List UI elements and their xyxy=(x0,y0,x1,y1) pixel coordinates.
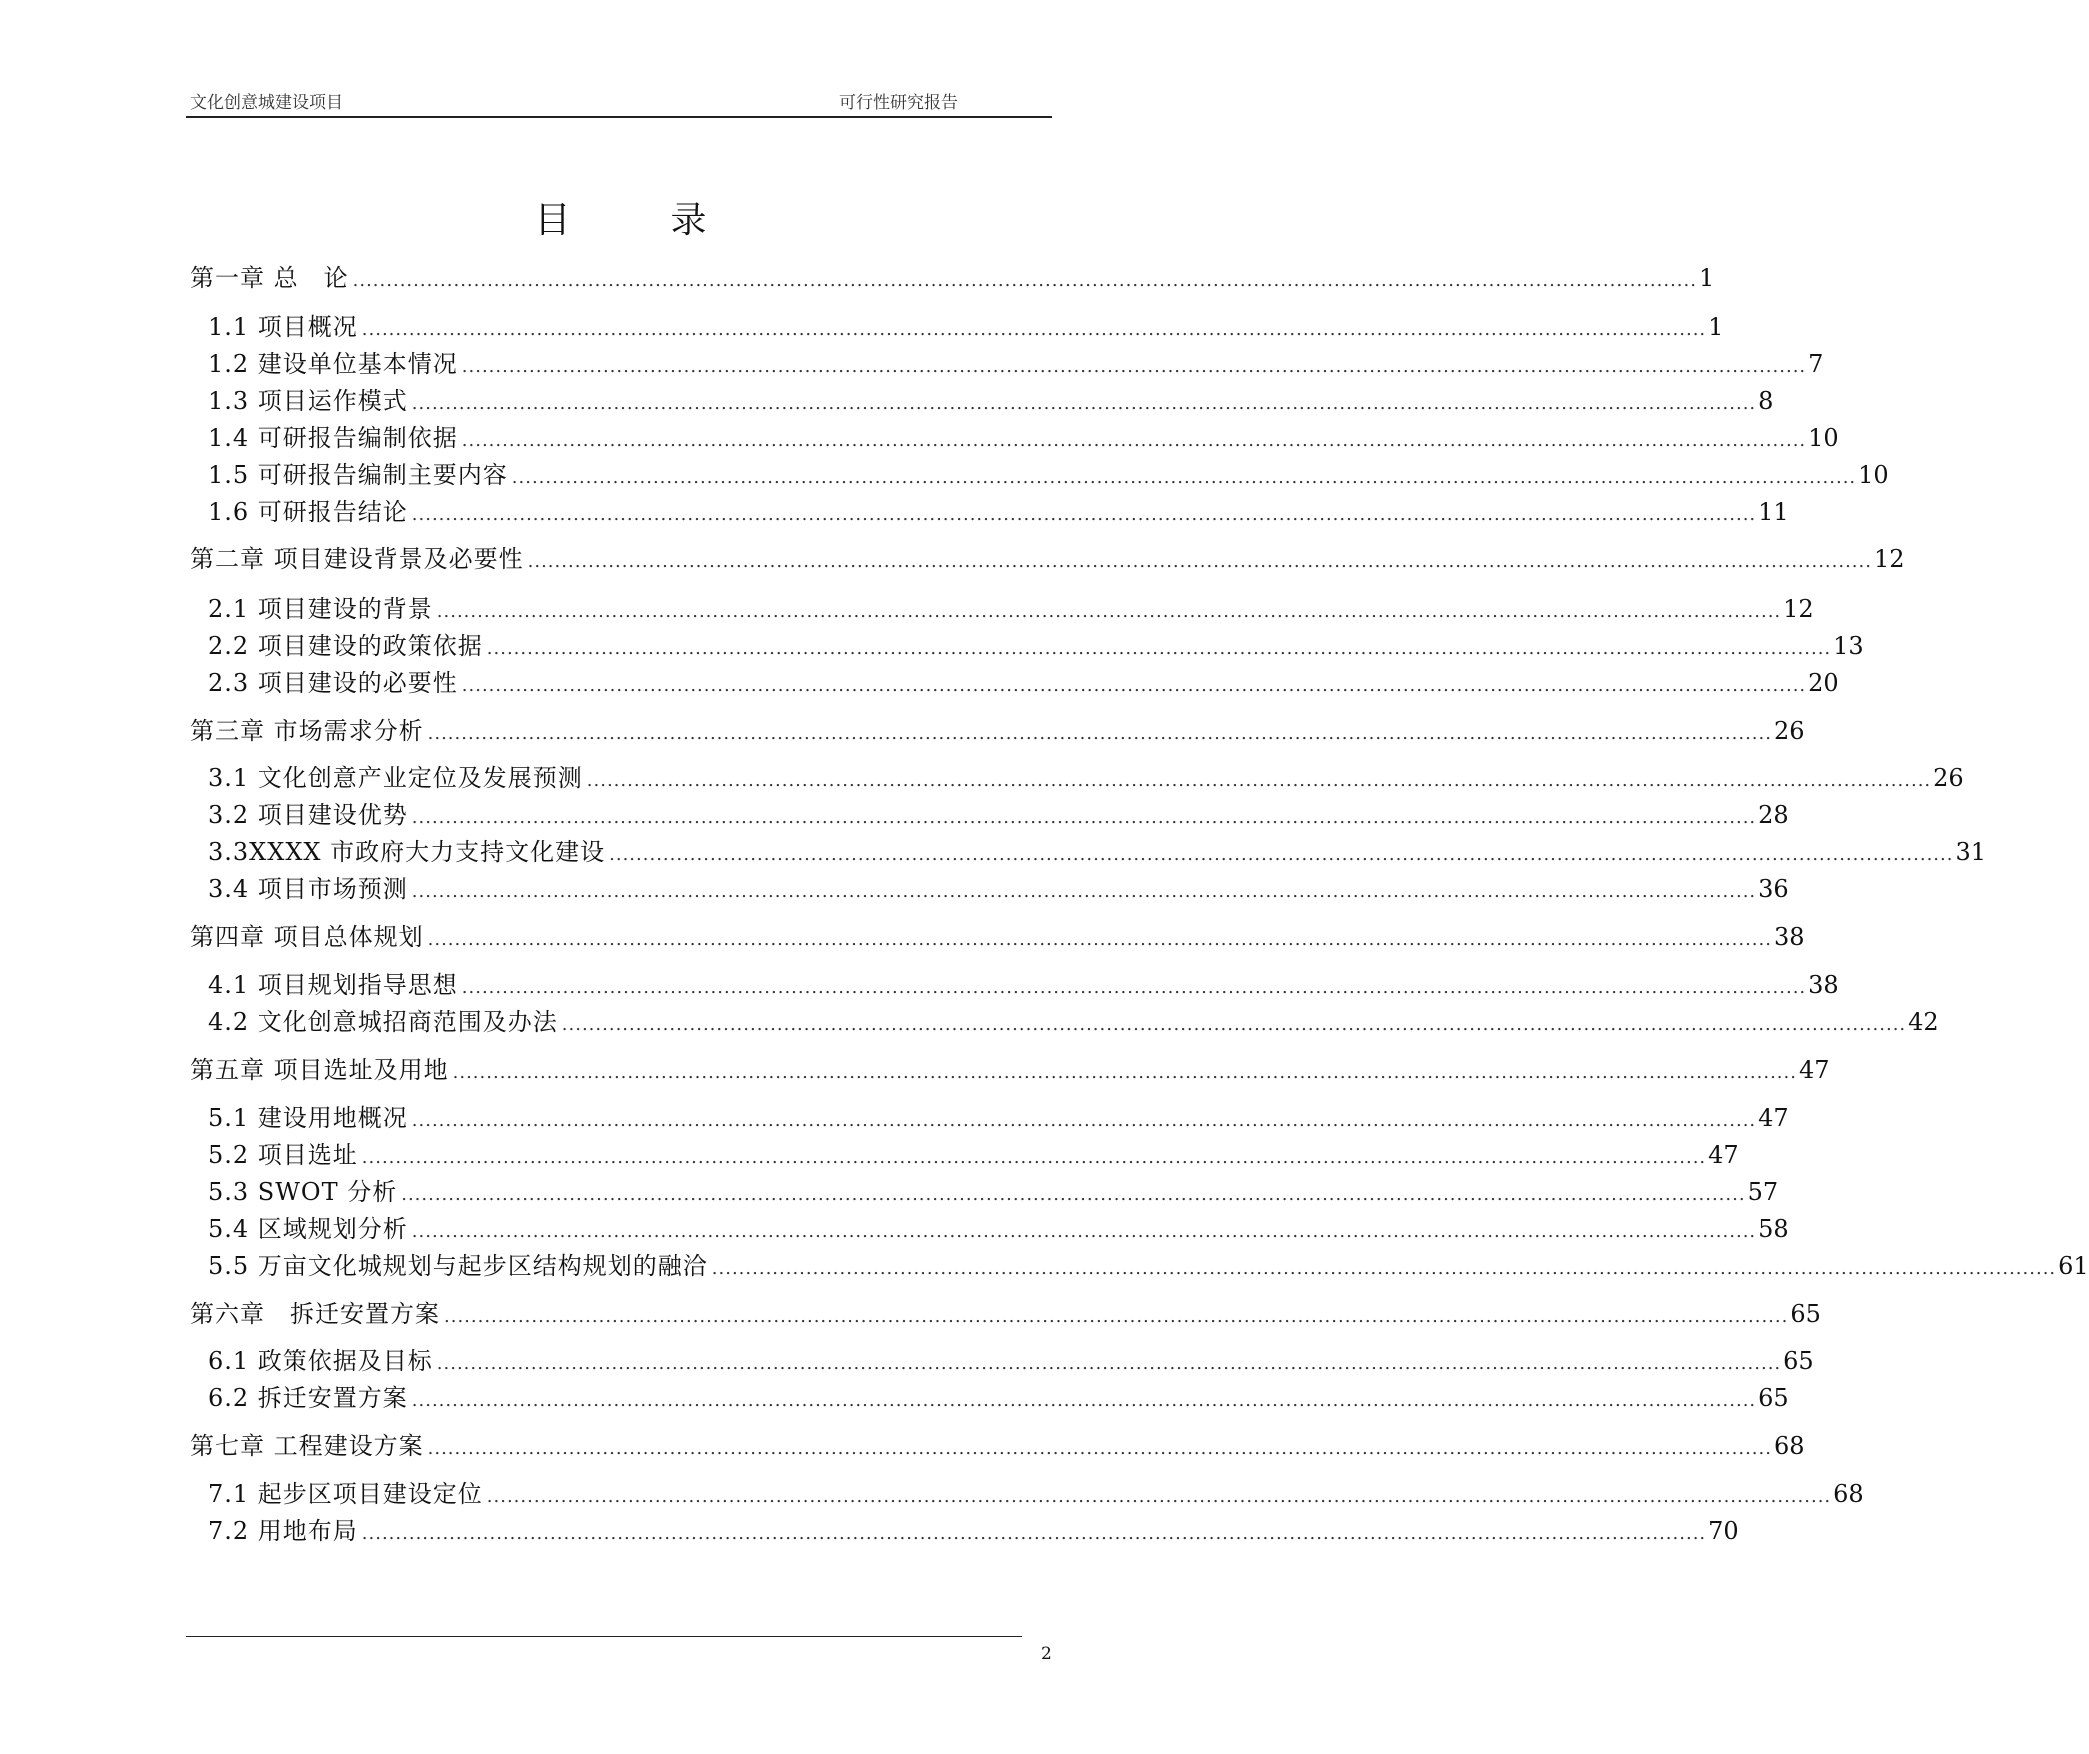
toc-entry-label: 5.1 建设用地概况 xyxy=(208,1104,408,1132)
toc-section-entry[interactable] xyxy=(190,1474,1864,1508)
toc-leader-dots: ........................................................................................................................................................................................................ xyxy=(427,929,1772,950)
toc-leader-dots: ........................................................................................................................................................................................................ xyxy=(411,807,1757,828)
toc-entry-label: 5.2 项目选址 xyxy=(208,1141,358,1169)
toc-chapter-entry[interactable] xyxy=(190,917,1805,951)
toc-entry-label: 3.2 项目建设优势 xyxy=(208,801,408,829)
toc-entry-label: 1.2 建设单位基本情况 xyxy=(208,350,458,378)
toc-leader-dots: ........................................................................................................................................................................................................ xyxy=(411,393,1757,414)
header-project-name: 文化创意城建设项目 xyxy=(190,93,343,113)
toc-entry-label: 第三章 市场需求分析 xyxy=(190,717,424,745)
toc-section-entry[interactable] xyxy=(190,1341,1814,1375)
toc-leader-dots: ........................................................................................................................................................................................................ xyxy=(401,1184,1746,1205)
toc-entry-label: 第一章 总 论 xyxy=(190,264,349,292)
toc-entry-page: 13 xyxy=(1833,632,1864,660)
toc-entry-label: 1.4 可研报告编制依据 xyxy=(208,424,458,452)
toc-entry-label: 7.1 起步区项目建设定位 xyxy=(208,1480,483,1508)
toc-section-entry[interactable] xyxy=(190,1002,1939,1036)
toc-section-entry[interactable] xyxy=(190,344,1824,378)
toc-leader-dots: ........................................................................................................................................................................................................ xyxy=(586,770,1932,791)
toc-leader-dots: ........................................................................................................................................................................................................ xyxy=(427,723,1772,744)
toc-chapter-entry[interactable] xyxy=(190,711,1805,745)
toc-section-entry[interactable] xyxy=(190,832,1987,866)
toc-entry-page: 10 xyxy=(1808,424,1839,452)
toc-leader-dots: ........................................................................................................................................................................................................ xyxy=(452,1062,1797,1083)
toc-leader-dots: ........................................................................................................................................................................................................ xyxy=(361,319,1707,340)
toc-entry-page: 11 xyxy=(1758,498,1789,526)
toc-section-entry[interactable] xyxy=(190,589,1814,623)
toc-section-entry[interactable] xyxy=(190,965,1839,999)
toc-entry-label: 6.2 拆迁安置方案 xyxy=(208,1384,408,1412)
toc-entry-label: 1.3 项目运作模式 xyxy=(208,387,408,415)
toc-entry-label: 4.1 项目规划指导思想 xyxy=(208,971,458,999)
toc-section-entry[interactable] xyxy=(190,758,1964,792)
toc-leader-dots: ........................................................................................................................................................................................................ xyxy=(427,1438,1772,1459)
toc-entry-page: 12 xyxy=(1873,545,1905,573)
toc-section-entry[interactable] xyxy=(190,1172,1779,1206)
toc-entry-label: 7.2 用地布局 xyxy=(208,1517,358,1545)
toc-entry-page: 38 xyxy=(1808,971,1839,999)
toc-leader-dots: ........................................................................................................................................................................................................ xyxy=(486,1486,1832,1507)
toc-entry-page: 8 xyxy=(1758,387,1774,415)
toc-entry-page: 28 xyxy=(1758,801,1789,829)
toc-leader-dots: ........................................................................................................................................................................................................ xyxy=(411,881,1757,902)
toc-entry-label: 3.4 项目市场预测 xyxy=(208,875,408,903)
toc-leader-dots: ........................................................................................................................................................................................................ xyxy=(436,601,1782,622)
toc-leader-dots: ........................................................................................................................................................................................................ xyxy=(411,1110,1757,1131)
toc-entry-page: 38 xyxy=(1773,923,1805,951)
toc-leader-dots: ........................................................................................................................................................................................................ xyxy=(461,356,1807,377)
toc-entry-page: 1 xyxy=(1698,264,1715,292)
toc-entry-page: 20 xyxy=(1808,669,1839,697)
toc-section-entry[interactable] xyxy=(190,795,1789,829)
toc-entry-page: 47 xyxy=(1798,1056,1830,1084)
toc-entry-page: 65 xyxy=(1790,1300,1821,1328)
toc-leader-dots: ........................................................................................................................................................................................................ xyxy=(411,1390,1757,1411)
toc-chapter-entry[interactable] xyxy=(190,1050,1830,1084)
toc-section-entry[interactable] xyxy=(190,1098,1789,1132)
header-report-type: 可行性研究报告 xyxy=(839,93,958,113)
toc-entry-label: 4.2 文化创意城招商范围及办法 xyxy=(208,1008,558,1036)
toc-entry-page: 57 xyxy=(1747,1178,1779,1206)
toc-entry-page: 7 xyxy=(1808,350,1824,378)
toc-entry-label: 6.1 政策依据及目标 xyxy=(208,1347,433,1375)
toc-leader-dots: ........................................................................................................................................................................................................ xyxy=(436,1353,1782,1374)
toc-entry-page: 65 xyxy=(1758,1384,1789,1412)
toc-leader-dots: ........................................................................................................................................................................................................ xyxy=(352,270,1697,291)
toc-entry-label: 3.3XXXX 市政府大力支持文化建设 xyxy=(208,838,606,866)
toc-entry-page: 58 xyxy=(1758,1215,1789,1243)
toc-entry-page: 36 xyxy=(1758,875,1789,903)
toc-section-entry[interactable] xyxy=(190,626,1864,660)
toc-section-entry[interactable] xyxy=(190,1511,1739,1545)
page-header xyxy=(186,86,1052,118)
toc-entry-page: 47 xyxy=(1758,1104,1789,1132)
toc-entry-label: 1.5 可研报告编制主要内容 xyxy=(208,461,508,489)
toc-entry-page: 31 xyxy=(1955,838,1987,866)
toc-leader-dots: ........................................................................................................................................................................................................ xyxy=(486,638,1832,659)
toc-entry-label: 2.3 项目建设的必要性 xyxy=(208,669,458,697)
footer-divider xyxy=(186,1636,1022,1637)
toc-entry-label: 第五章 项目选址及用地 xyxy=(190,1056,449,1084)
toc-leader-dots: ........................................................................................................................................................................................................ xyxy=(411,1221,1757,1242)
toc-section-entry[interactable] xyxy=(190,1378,1789,1412)
toc-section-entry[interactable] xyxy=(190,455,1889,489)
toc-section-entry[interactable] xyxy=(190,869,1789,903)
toc-entry-label: 第二章 项目建设背景及必要性 xyxy=(190,545,524,573)
toc-leader-dots: ........................................................................................................................................................................................................ xyxy=(461,675,1807,696)
toc-leader-dots: ........................................................................................................................................................................................................ xyxy=(461,977,1807,998)
toc-entry-page: 68 xyxy=(1833,1480,1864,1508)
toc-section-entry[interactable] xyxy=(190,492,1789,526)
toc-entry-page: 1 xyxy=(1708,313,1724,341)
toc-chapter-entry[interactable] xyxy=(190,1426,1805,1460)
toc-leader-dots: ........................................................................................................................................................................................................ xyxy=(561,1014,1907,1035)
toc-section-entry[interactable] xyxy=(190,663,1839,697)
toc-entry-label: 3.1 文化创意产业定位及发展预测 xyxy=(208,764,583,792)
toc-entry-page: 47 xyxy=(1708,1141,1739,1169)
toc-title: 目录 xyxy=(534,200,807,241)
toc-leader-dots: ........................................................................................................................................................................................................ xyxy=(609,844,1954,865)
toc-leader-dots: ........................................................................................................................................................................................................ xyxy=(411,504,1757,525)
toc-entry-label: 2.2 项目建设的政策依据 xyxy=(208,632,483,660)
toc-section-entry[interactable] xyxy=(190,1135,1739,1169)
toc-entry-page: 12 xyxy=(1783,595,1814,623)
toc-chapter-entry[interactable] xyxy=(190,1294,1821,1328)
toc-entry-page: 10 xyxy=(1858,461,1889,489)
toc-entry-page: 26 xyxy=(1773,717,1805,745)
toc-leader-dots: ........................................................................................................................................................................................................ xyxy=(511,467,1857,488)
toc-entry-label: 1.1 项目概况 xyxy=(208,313,358,341)
toc-entry-label: 2.1 项目建设的背景 xyxy=(208,595,433,623)
toc-entry-page: 61 xyxy=(2058,1252,2089,1280)
toc-entry-label: 1.6 可研报告结论 xyxy=(208,498,408,526)
toc-section-entry[interactable] xyxy=(190,418,1839,452)
toc-entry-label: 5.4 区域规划分析 xyxy=(208,1215,408,1243)
toc-entry-page: 65 xyxy=(1783,1347,1814,1375)
toc-entry-label: 5.3 SWOT 分析 xyxy=(208,1178,398,1206)
page-number: 2 xyxy=(1041,1644,1052,1664)
toc-entry-label: 5.5 万亩文化城规划与起步区结构规划的融洽 xyxy=(208,1252,708,1280)
toc-section-entry[interactable] xyxy=(190,1246,2089,1280)
toc-entry-label: 第六章 拆迁安置方案 xyxy=(190,1300,440,1328)
toc-leader-dots: ........................................................................................................................................................................................................ xyxy=(461,430,1807,451)
toc-entry-label: 第四章 项目总体规划 xyxy=(190,923,424,951)
toc-entry-page: 42 xyxy=(1908,1008,1939,1036)
toc-chapter-entry[interactable] xyxy=(190,258,1715,292)
toc-leader-dots: ........................................................................................................................................................................................................ xyxy=(361,1147,1707,1168)
toc-entry-page: 70 xyxy=(1708,1517,1739,1545)
toc-leader-dots: ........................................................................................................................................................................................................ xyxy=(444,1306,1789,1327)
toc-leader-dots: ........................................................................................................................................................................................................ xyxy=(711,1258,2057,1279)
toc-entry-page: 26 xyxy=(1933,764,1964,792)
toc-section-entry[interactable] xyxy=(190,307,1724,341)
toc-leader-dots: ........................................................................................................................................................................................................ xyxy=(361,1523,1707,1544)
toc-entry-page: 68 xyxy=(1773,1432,1805,1460)
toc-section-entry[interactable] xyxy=(190,381,1774,415)
toc-chapter-entry[interactable] xyxy=(190,539,1905,573)
toc-section-entry[interactable] xyxy=(190,1209,1789,1243)
toc-entry-label: 第七章 工程建设方案 xyxy=(190,1432,424,1460)
toc-leader-dots: ........................................................................................................................................................................................................ xyxy=(527,551,1872,572)
